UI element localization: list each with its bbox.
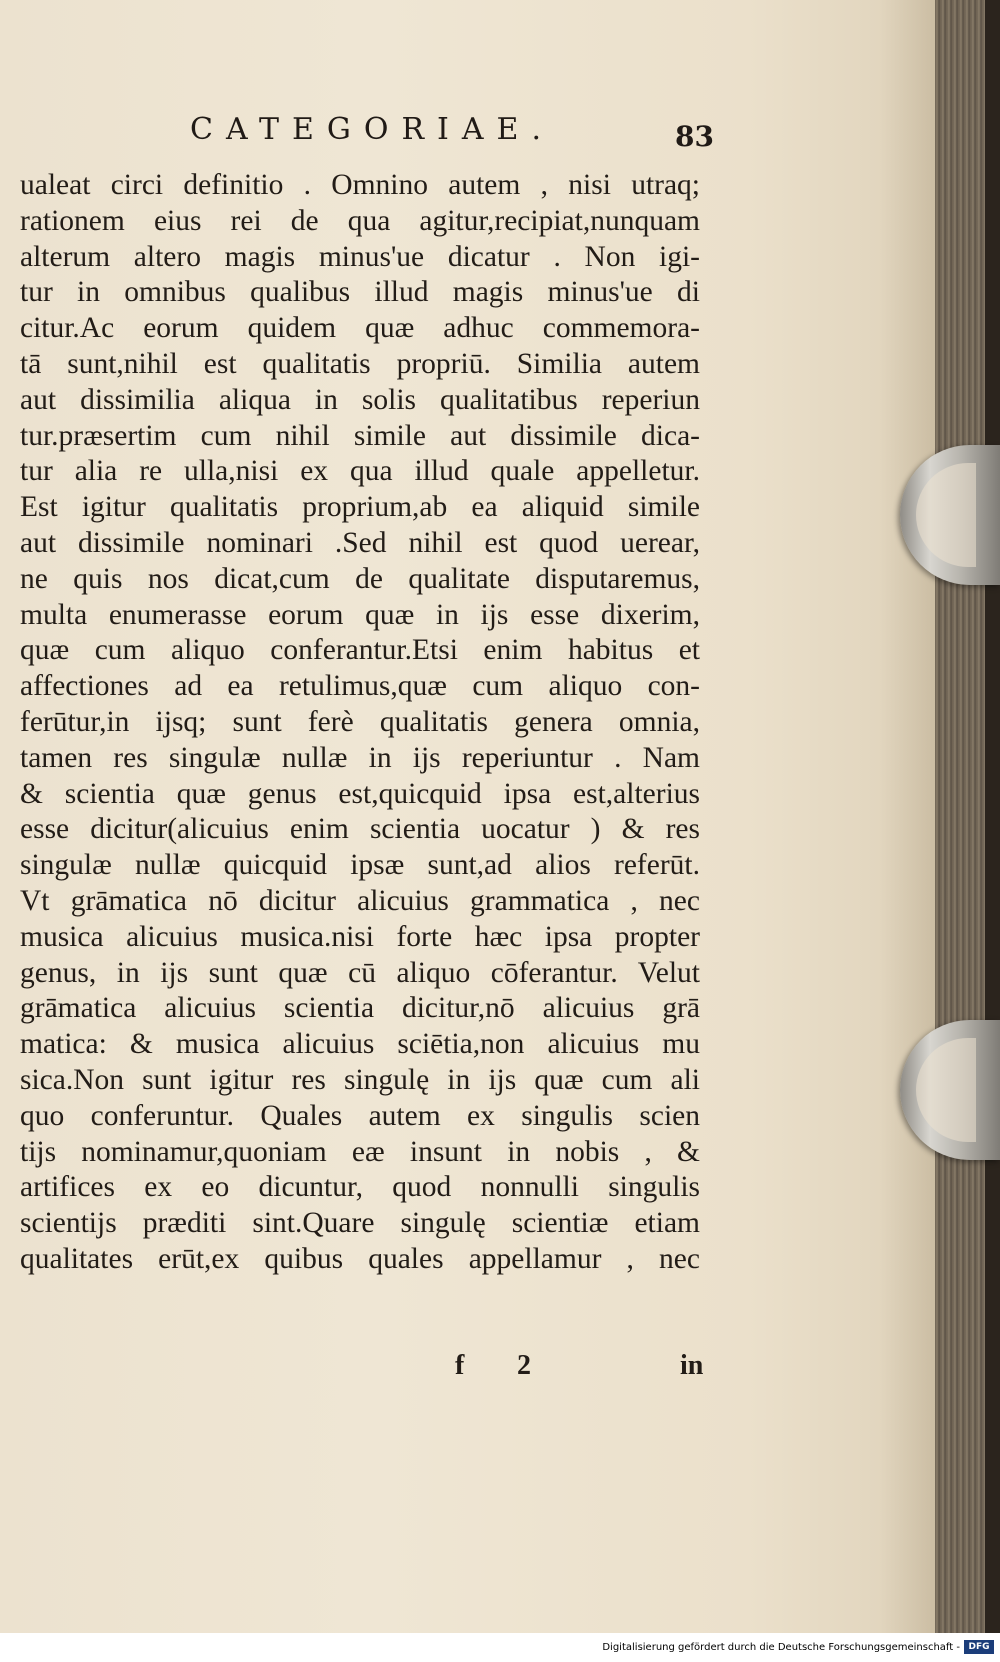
text-line: multa enumerasse eorum quæ in ijs esse dixerim,	[20, 598, 700, 631]
text-line: ne quis nos dicat,cum de qualitate disputaremus,	[20, 562, 700, 595]
text-line: quæ cum aliquo conferantur.Etsi enim habitus et	[20, 634, 700, 667]
signature-mark: f	[455, 1350, 465, 1381]
text-line: Est igitur qualitatis proprium,ab ea aliquid simile	[20, 491, 700, 524]
text-line: aut dissimilia aliqua in solis qualitatibus reperiun	[20, 383, 700, 416]
text-line: tijs nominamur,quoniam eæ insunt in nobis , &	[20, 1135, 700, 1168]
dfg-logo: DFG	[964, 1640, 994, 1654]
text-line: aut dissimile nominari .Sed nihil est quod uerear,	[20, 526, 700, 559]
footer-bar	[0, 1633, 1000, 1662]
text-line: tur in omnibus qualibus illud magis minus'ue di	[20, 276, 700, 309]
body-text	[20, 168, 700, 1278]
folio-number: 83	[675, 120, 714, 153]
funding-credit: Digitalisierung gefördert durch die Deutsche Forschungsgemeinschaft -	[602, 1642, 960, 1653]
text-line: & scientia quæ genus est,quicquid ipsa est,alterius	[20, 777, 700, 810]
text-line: musica alicuius musica.nisi forte hæc ipsa propter	[20, 920, 700, 953]
text-line: tur.præsertim cum nihil simile aut dissimile dica-	[20, 419, 700, 452]
text-line: affectiones ad ea retulimus,quæ cum aliquo con-	[20, 670, 700, 703]
text-line: tamen res singulæ nullæ in ijs reperiuntur . Nam	[20, 741, 700, 774]
text-line: artifices ex eo dicuntur, quod nonnulli singulis	[20, 1171, 700, 1204]
edge-shadow	[985, 0, 1000, 1633]
text-line: tur alia re ulla,nisi ex qua illud quale appelletur.	[20, 455, 700, 488]
text-line: alterum altero magis minus'ue dicatur . Non igi-	[20, 240, 700, 273]
text-line: matica: & musica alicuius sciētia,non alicuius mu	[20, 1028, 700, 1061]
running-head: CATEGORIAE.	[190, 112, 554, 147]
text-line: citur.Ac eorum quidem quæ adhuc commemora-	[20, 312, 700, 345]
text-line: genus, in ijs sunt quæ cū aliquo cōferantur. Velut	[20, 956, 700, 989]
text-line: ualeat circi definitio . Omnino autem , nisi utraq;	[20, 169, 700, 201]
text-line: Vt grāmatica nō dicitur alicuius grammatica , nec	[20, 884, 700, 917]
text-line: rationem eius rei de qua agitur,recipiat,nunquam	[20, 204, 700, 237]
text-line: singulæ nullæ quicquid ipsæ sunt,ad alios referūt.	[20, 849, 700, 882]
catchword: in	[680, 1350, 704, 1381]
text-line: esse dicitur(alicuius enim scientia uocatur ) & res	[20, 813, 700, 846]
signature-number: 2	[517, 1350, 531, 1381]
text-line: quo conferuntur. Quales autem ex singulis scien	[20, 1099, 700, 1132]
text-line: qualitates erūt,ex quibus quales appellamur , nec	[20, 1242, 700, 1275]
text-line: ferūtur,in ijsq; sunt ferè qualitatis genera omnia,	[20, 705, 700, 738]
text-line: tā sunt,nihil est qualitatis propriū. Similia autem	[20, 347, 700, 380]
text-line: sica.Non sunt igitur res singulę in ijs quæ cum ali	[20, 1063, 700, 1096]
text-line: scientijs præditi sint.Quare singulę scientiæ etiam	[20, 1207, 700, 1240]
text-line: grāmatica alicuius scientia dicitur,nō alicuius grā	[20, 992, 700, 1025]
